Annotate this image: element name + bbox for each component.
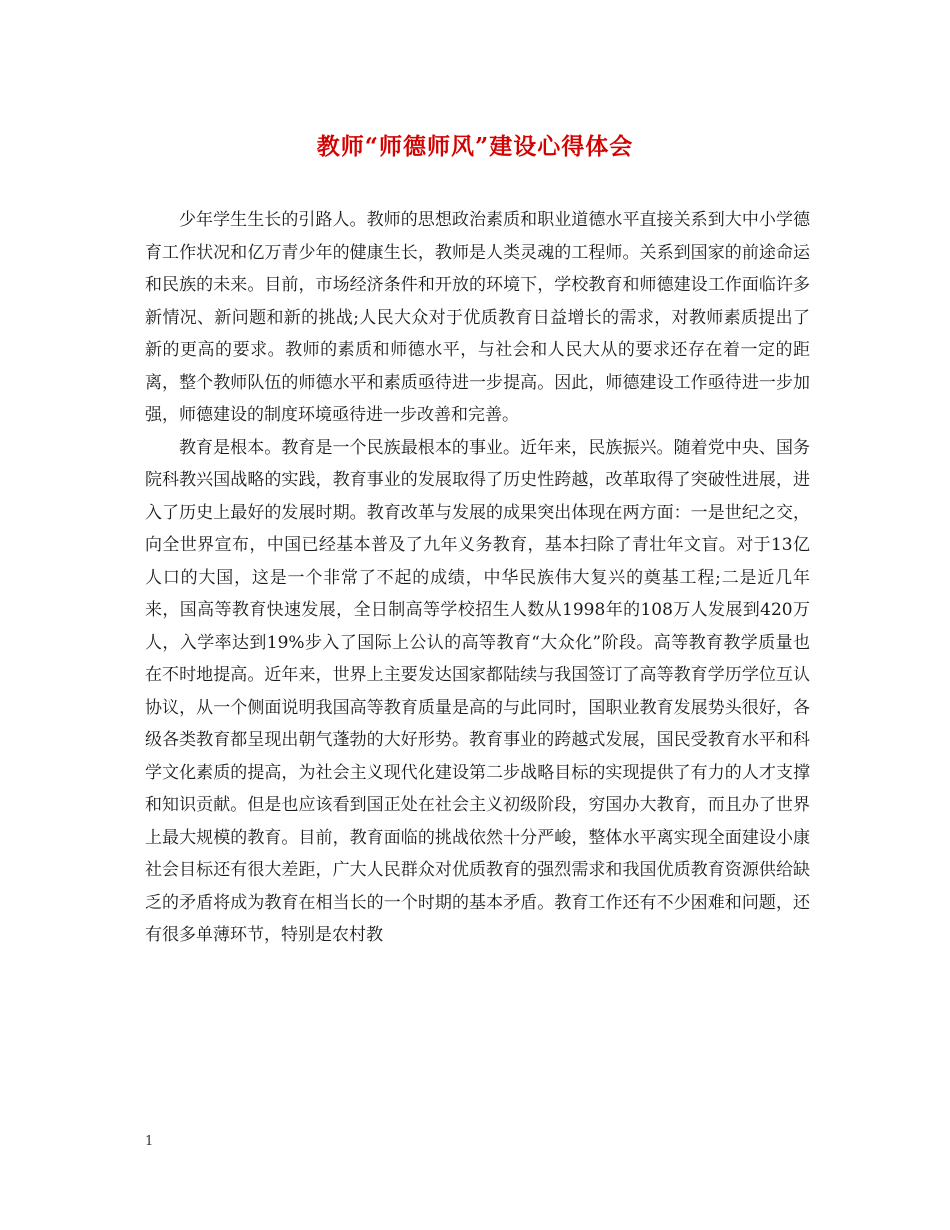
- paragraph-2: 教育是根本。教育是一个民族最根本的事业。近年来，民族振兴。随着党中央、国务院科教兴国战略的实践，教育事业的发展取得了历史性跨越，改革取得了突破性进展，进入了历史上最好的发展时期。教育改革与发展的成果突出体现在两方面：一是世纪之交，向全世界宣布，中国已经基本普及了九年义务教育，基本扫除了青壮年文盲。对于13亿人口的大国，这是一个非常了不起的成绩，中华民族伟大复兴的奠基工程;二是近几年来，国高等教育快速发展，全日制高等学校招生人数从1998年的108万人发展到420万人，入学率达到19%步入了国际上公认的高等教育“大众化”阶段。高等教育教学质量也在不时地提高。近年来，世界上主要发达国家都陆续与我国签订了高等教育学历学位互认协议，从一个侧面说明我国高等教育质量是高的与此同时，国职业教育发展势头很好，各级各类教育都呈现出朝气蓬勃的大好形势。教育事业的跨越式发展，国民受教育水平和科学文化素质的提高，为社会主义现代化建设第二步战略目标的实现提供了有力的人才支撑和知识贡献。但是也应该看到国正处在社会主义初级阶段，穷国办大教育，而且办了世界上最大规模的教育。目前，教育面临的挑战依然十分严峻，整体水平离实现全面建设小康社会目标还有很大差距，广大人民群众对优质教育的强烈需求和我国优质教育资源供给缺乏的矛盾将成为教育在相当长的一个时期的基本矛盾。教育工作还有不少困难和问题，还有很多单薄环节，特别是农村教: [145, 437, 810, 945]
- document-title: 教师“师德师风”建设心得体会: [316, 133, 634, 160]
- paragraph-1: 少年学生生长的引路人。教师的思想政治素质和职业道德水平直接关系到大中小学德育工作状况和亿万青少年的健康生长，教师是人类灵魂的工程师。关系到国家的前途命运和民族的未来。目前，市场经济条件和开放的环境下，学校教育和师德建设工作面临许多新情况、新问题和新的挑战;人民大众对于优质教育日益增长的需求，对教师素质提出了新的更高的要求。教师的素质和师德水平，与社会和人民大从的要求还存在着一定的距离，整个教师队伍的师德水平和素质亟待进一步提高。因此，师德建设工作亟待进一步加强，师德建设的制度环境亟待进一步改善和完善。: [145, 210, 810, 425]
- page-number: 1: [145, 1134, 154, 1149]
- document-body: [145, 204, 810, 952]
